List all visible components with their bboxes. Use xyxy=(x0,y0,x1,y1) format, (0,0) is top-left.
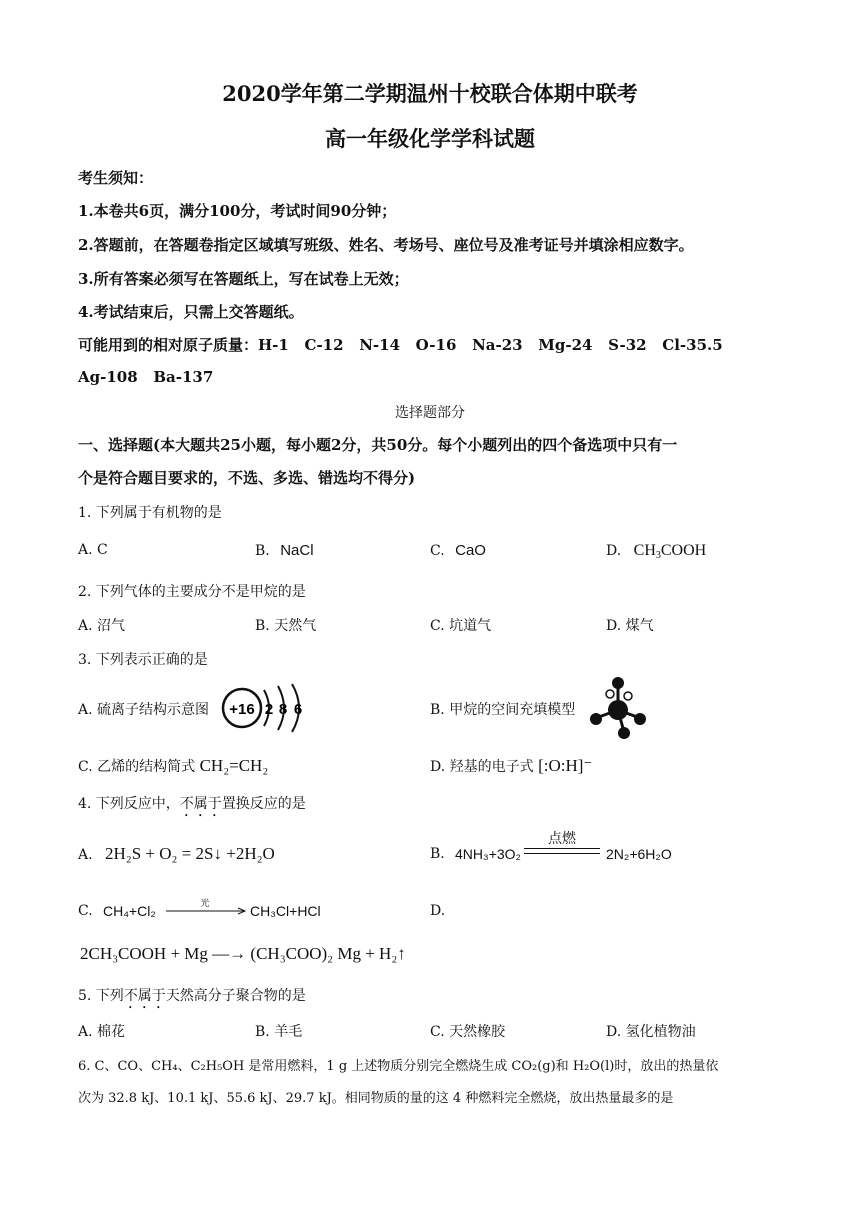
hydrogen-atom xyxy=(590,713,602,725)
option-label: C. xyxy=(78,903,93,919)
stem-text: 5. 下列 xyxy=(78,988,124,1004)
section-title: 选择题部分 xyxy=(395,405,465,421)
reaction-right: CH₃Cl+HCl xyxy=(250,903,321,919)
notice-item: 1.本卷共6页，满分100分，考试时间90分钟； xyxy=(78,202,397,220)
section-instruction-line1: 一、选择题(本大题共25小题，每小题2分，共50分。每个小题列出的四个备选项中只有一 xyxy=(78,436,678,454)
stem-text: 置换反应的是 xyxy=(221,796,306,812)
question-1-option-b xyxy=(255,542,314,559)
question-2-stem: 2. 下列气体的主要成分不是甲烷的是 xyxy=(78,584,306,600)
question-1-option-c xyxy=(430,542,486,559)
question-5-option-b: B. 羊毛 xyxy=(255,1024,303,1040)
formula-part: COOH xyxy=(660,542,707,559)
option-b-label: B. xyxy=(255,543,270,559)
option-label: B. xyxy=(430,846,445,862)
formula-part: CH xyxy=(633,542,656,559)
question-6-line2: 次为 32.8 kJ、10.1 kJ、55.6 kJ、29.7 kJ。相同物质的量的这 4 种燃料完全燃烧，放出热量最多的是 xyxy=(78,1091,674,1106)
question-3-option-a: A. 硫离子结构示意图 xyxy=(78,702,210,718)
question-3-option-c xyxy=(78,756,268,776)
stem-text: 天然高分子聚合物的是 xyxy=(165,988,306,1004)
stem-emphasis: 不属于 xyxy=(179,796,222,812)
question-3-option-d xyxy=(430,756,592,776)
formula-subscript: 3 xyxy=(655,550,661,561)
question-2-option-d: D. 煤气 xyxy=(606,618,654,634)
option-c-label: C. xyxy=(430,543,445,559)
ethylene-formula: CH₂=CH₂ xyxy=(199,756,269,775)
hydrogen-atom xyxy=(618,727,630,739)
hydrogen-atom xyxy=(634,713,646,725)
equals-sign xyxy=(524,848,600,854)
reaction-left: 4NH₃+3O₂ xyxy=(455,846,521,862)
question-4-option-a xyxy=(78,844,275,864)
nucleus-charge: +16 xyxy=(229,701,255,718)
exam-title: 2020学年第二学期温州十校联合体期中联考 xyxy=(222,81,638,106)
option-label: A. xyxy=(78,847,93,863)
hydrogen-atom xyxy=(612,677,624,689)
question-2-option-c: C. 坑道气 xyxy=(430,618,492,634)
atomic-masses-line2: Ag-108 Ba-137 xyxy=(78,368,214,386)
reaction-arrow-icon xyxy=(164,906,248,916)
reaction-condition: 点燃 xyxy=(548,831,576,847)
atomic-masses-line1: 可能用到的相对原子质量：H-1 C-12 N-14 O-16 Na-23 Mg-24 S-32 Cl-35.5 xyxy=(78,336,723,354)
question-5-option-c: C. 天然橡胶 xyxy=(430,1024,506,1040)
question-3-stem: 3. 下列表示正确的是 xyxy=(78,652,208,668)
question-2-option-b: B. 天然气 xyxy=(255,618,317,634)
question-4-option-b xyxy=(430,846,445,862)
reaction-formula: 2H₂S + O₂ = 2S↓ +2H₂O xyxy=(105,844,275,863)
sulfide-ion-structure-diagram xyxy=(220,680,310,736)
hydrogen-atom xyxy=(606,690,614,698)
notice-item: 4.考试结束后，只需上交答题纸。 xyxy=(78,303,304,321)
methane-model-image xyxy=(588,674,648,742)
question-4-stem xyxy=(78,793,306,820)
question-4-option-c xyxy=(78,903,93,919)
question-5-option-d: D. 氢化植物油 xyxy=(606,1024,696,1040)
shell-electrons: 2 xyxy=(264,701,274,718)
option-d-label: D. xyxy=(606,543,622,559)
question-5-stem xyxy=(78,985,306,1012)
question-1-stem: 1. 下列属于有机物的是 xyxy=(78,505,222,521)
question-5-option-a: A. 棉花 xyxy=(78,1024,126,1040)
exam-subtitle: 高一年级化学学科试题 xyxy=(325,126,535,151)
question-3-option-b: B. 甲烷的空间充填模型 xyxy=(430,702,576,718)
option-c-text: C. 乙烯的结构简式 xyxy=(78,759,196,775)
notice-item: 3.所有答案必须写在答题纸上，写在试卷上无效； xyxy=(78,270,409,288)
question-1-option-a: A. C xyxy=(78,542,108,558)
stem-text: 4. 下列反应中， xyxy=(78,796,180,812)
question-2-option-a: A. 沼气 xyxy=(78,618,126,634)
option-d-text: D. 羟基的电子式 xyxy=(430,759,534,775)
question-1-option-d xyxy=(606,542,706,561)
option-b-formula: NaCl xyxy=(280,542,314,559)
stem-emphasis: 不属于 xyxy=(123,988,166,1004)
shell-electrons: 8 xyxy=(278,701,288,718)
question-4-option-d-label: D. xyxy=(430,903,446,919)
question-4-option-d-formula: 2CH₃COOH + Mg —→ (CH₃COO)₂ Mg + H₂↑ xyxy=(80,944,406,963)
reaction-right: 2N₂+6H₂O xyxy=(606,846,672,862)
option-d-formula xyxy=(634,542,707,559)
shell-electrons: 6 xyxy=(293,701,303,718)
option-c-formula: CaO xyxy=(455,542,486,559)
hydrogen-atom xyxy=(624,692,632,700)
section-instruction-line2: 个是符合题目要求的，不选、多选、错选均不得分) xyxy=(78,469,416,487)
reaction-condition: 光 xyxy=(200,899,210,909)
reaction-left: CH₄+Cl₂ xyxy=(103,903,156,919)
question-6-line1: 6. C、CO、CH₄、C₂H₅OH 是常用燃料，1 g 上述物质分别完全燃烧生成 CO₂(g)和 H₂O(l)时，放出的热量依 xyxy=(78,1059,719,1074)
hydroxyl-electron-formula: [:O:H]⁻ xyxy=(538,756,593,775)
notice-item: 2.答题前，在答题卷指定区域填写班级、姓名、考场号、座位号及准考证号并填涂相应数字。 xyxy=(78,236,694,254)
notice-heading: 考生须知： xyxy=(78,169,154,187)
